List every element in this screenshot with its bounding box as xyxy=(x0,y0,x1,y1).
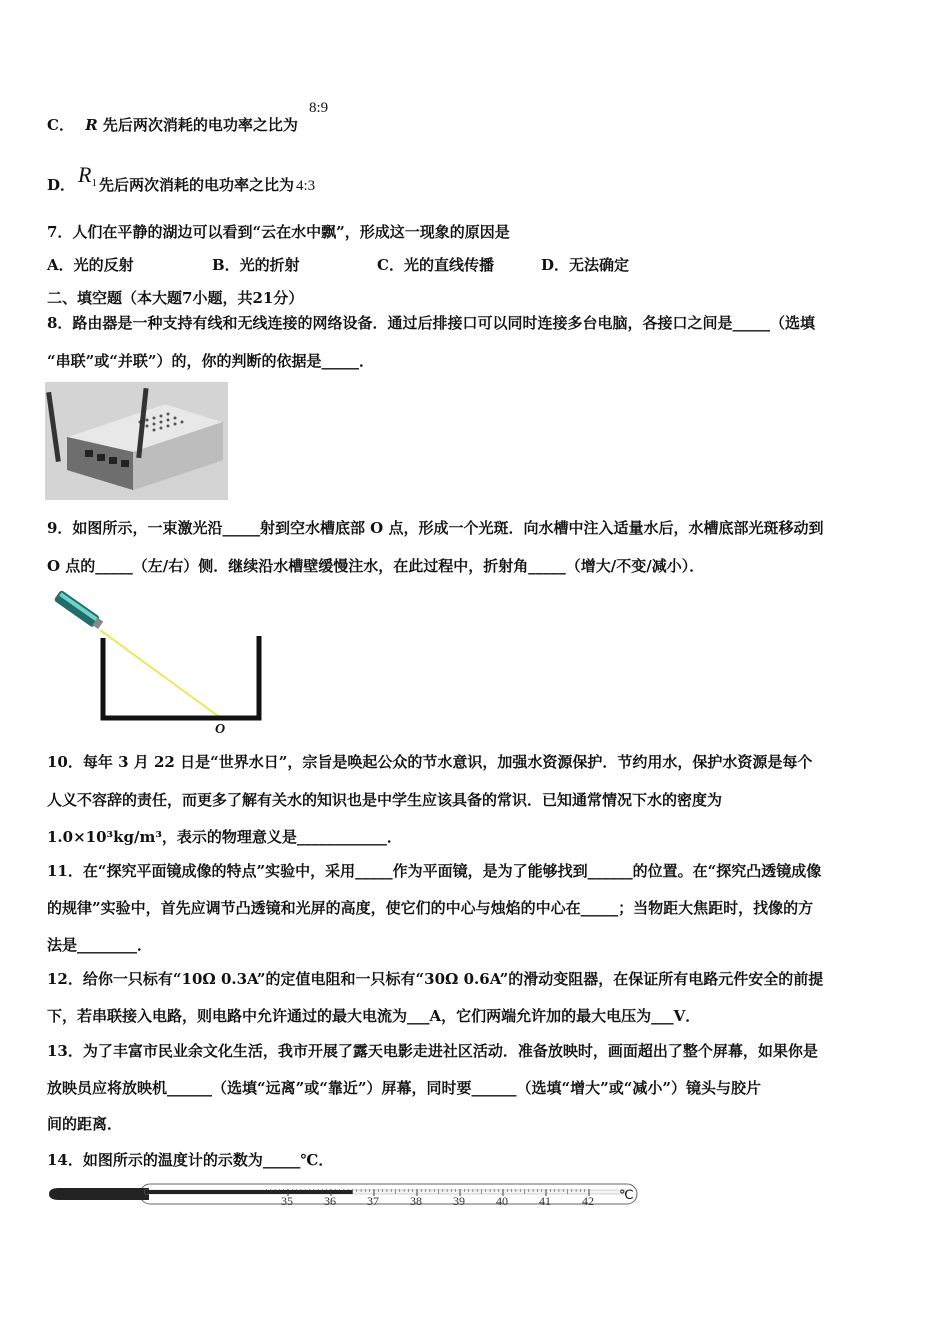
q12-line-1: 12．给你一只标有“10Ω 0.3A”的定值电阻和一只标有“30Ω 0.6A”的滑动变阻器，在保证所有电路元件安全的前提 xyxy=(47,970,824,988)
variable-r: R xyxy=(85,116,98,134)
q8-line-1: 8．路由器是一种支持有线和无线连接的网络设备．通过后排接口可以同时连接多台电脑，各接口之间是_____（选填 xyxy=(47,314,815,332)
q13-line-1: 13．为了丰富市民业余文化生活，我市开展了露天电影走进社区活动．准备放映时，画面超出了整个屏幕，如果你是 xyxy=(47,1042,818,1060)
q11-line-1: 11．在“探究平面镜成像的特点”实验中，采用_____作为平面镜，是为了能够找到______的位置。在“探究凸透镜成像 xyxy=(47,862,822,880)
option-d-label: D． xyxy=(47,176,76,194)
q9-line-1: 9．如图所示，一束激光沿_____射到空水槽底部 O 点，形成一个光斑．向水槽中注入适量水后，水槽底部光斑移动到 xyxy=(47,519,824,537)
q7-option-d: D．无法确定 xyxy=(541,256,630,274)
unit-label: ℃ xyxy=(619,1187,634,1202)
q6-d-ratio: 4:3 xyxy=(296,178,316,194)
q11-line-2: 的规律”实验中，首先应调节凸透镜和光屏的高度，使它们的中心与烛焰的中心在_____；当物距大焦距时，找像的方 xyxy=(47,899,814,917)
thermometer-tick-label: 38 xyxy=(410,1194,422,1208)
q10-line-3: 1.0×10³kg/m³，表示的物理意义是____________． xyxy=(47,828,402,846)
q9-line-2: O 点的_____（左/右）侧．继续沿水槽壁缓慢注水，在此过程中，折射角_____（增大/不变/减小）． xyxy=(47,557,705,575)
option-c-text: 先后两次消耗的电功率之比为 xyxy=(102,116,298,134)
thermometer-tick-label: 39 xyxy=(453,1194,465,1208)
q6-option-c xyxy=(47,115,298,135)
q11-line-3: 法是________． xyxy=(47,936,153,954)
thermometer-tick-label: 40 xyxy=(496,1194,508,1208)
variable-r1-sub: 1 xyxy=(91,177,97,190)
option-c-label: C． xyxy=(47,116,74,134)
mercury-column xyxy=(145,1190,353,1194)
variable-r1: R xyxy=(78,162,92,187)
q6-d-text xyxy=(99,175,315,196)
thermometer-tick-label: 41 xyxy=(539,1194,551,1208)
q7-option-a: A．光的反射 xyxy=(47,256,134,274)
point-o-label: O xyxy=(215,722,226,736)
q10-line-1: 10．每年 3 月 22 日是“世界水日”，宗旨是唤起公众的节水意识，加强水资源保护．节约用水，保护水资源是每个 xyxy=(47,753,813,771)
q14-stem: 14．如图所示的温度计的示数为_____℃． xyxy=(47,1151,334,1169)
q8-line-2: “串联”或“并联”）的，你的判断的依据是_____． xyxy=(47,352,375,370)
q7-option-b: B．光的折射 xyxy=(212,256,300,274)
q7-option-c: C．光的直线传播 xyxy=(377,256,494,274)
laser-tank-figure xyxy=(45,588,275,736)
q6-c-ratio: 8:9 xyxy=(309,100,329,116)
section-2-title: 二、填空题（本大题7小题，共21分） xyxy=(47,289,304,307)
q7-stem: 7．人们在平静的湖边可以看到“云在水中飘”，形成这一现象的原因是 xyxy=(47,223,510,241)
option-d-text: 先后两次消耗的电功率之比为 xyxy=(99,176,295,194)
thermometer-tick-label: 35 xyxy=(281,1194,293,1208)
thermometer-tick-label: 42 xyxy=(582,1194,594,1208)
router-image xyxy=(45,382,228,500)
thermometer-figure xyxy=(45,1180,645,1210)
q6-d-variable xyxy=(78,162,97,189)
thermometer-tick-label: 37 xyxy=(367,1194,379,1208)
thermometer-tick-label: 36 xyxy=(324,1194,336,1208)
q13-line-3: 间的距离． xyxy=(47,1115,123,1133)
q6-option-d xyxy=(47,175,75,195)
q10-line-2: 人义不容辞的责任，而更多了解有关水的知识也是中学生应该具备的常识．已知通常情况下水的密度为 xyxy=(47,791,723,809)
q12-line-2: 下，若串联接入电路，则电路中允许通过的最大电流为___A，它们两端允许加的最大电压为___V． xyxy=(47,1007,701,1025)
q13-line-2: 放映员应将放映机______（选填“远离”或“靠近”）屏幕，同时要______（选填“增大”或“减小”）镜头与胶片 xyxy=(47,1079,762,1097)
